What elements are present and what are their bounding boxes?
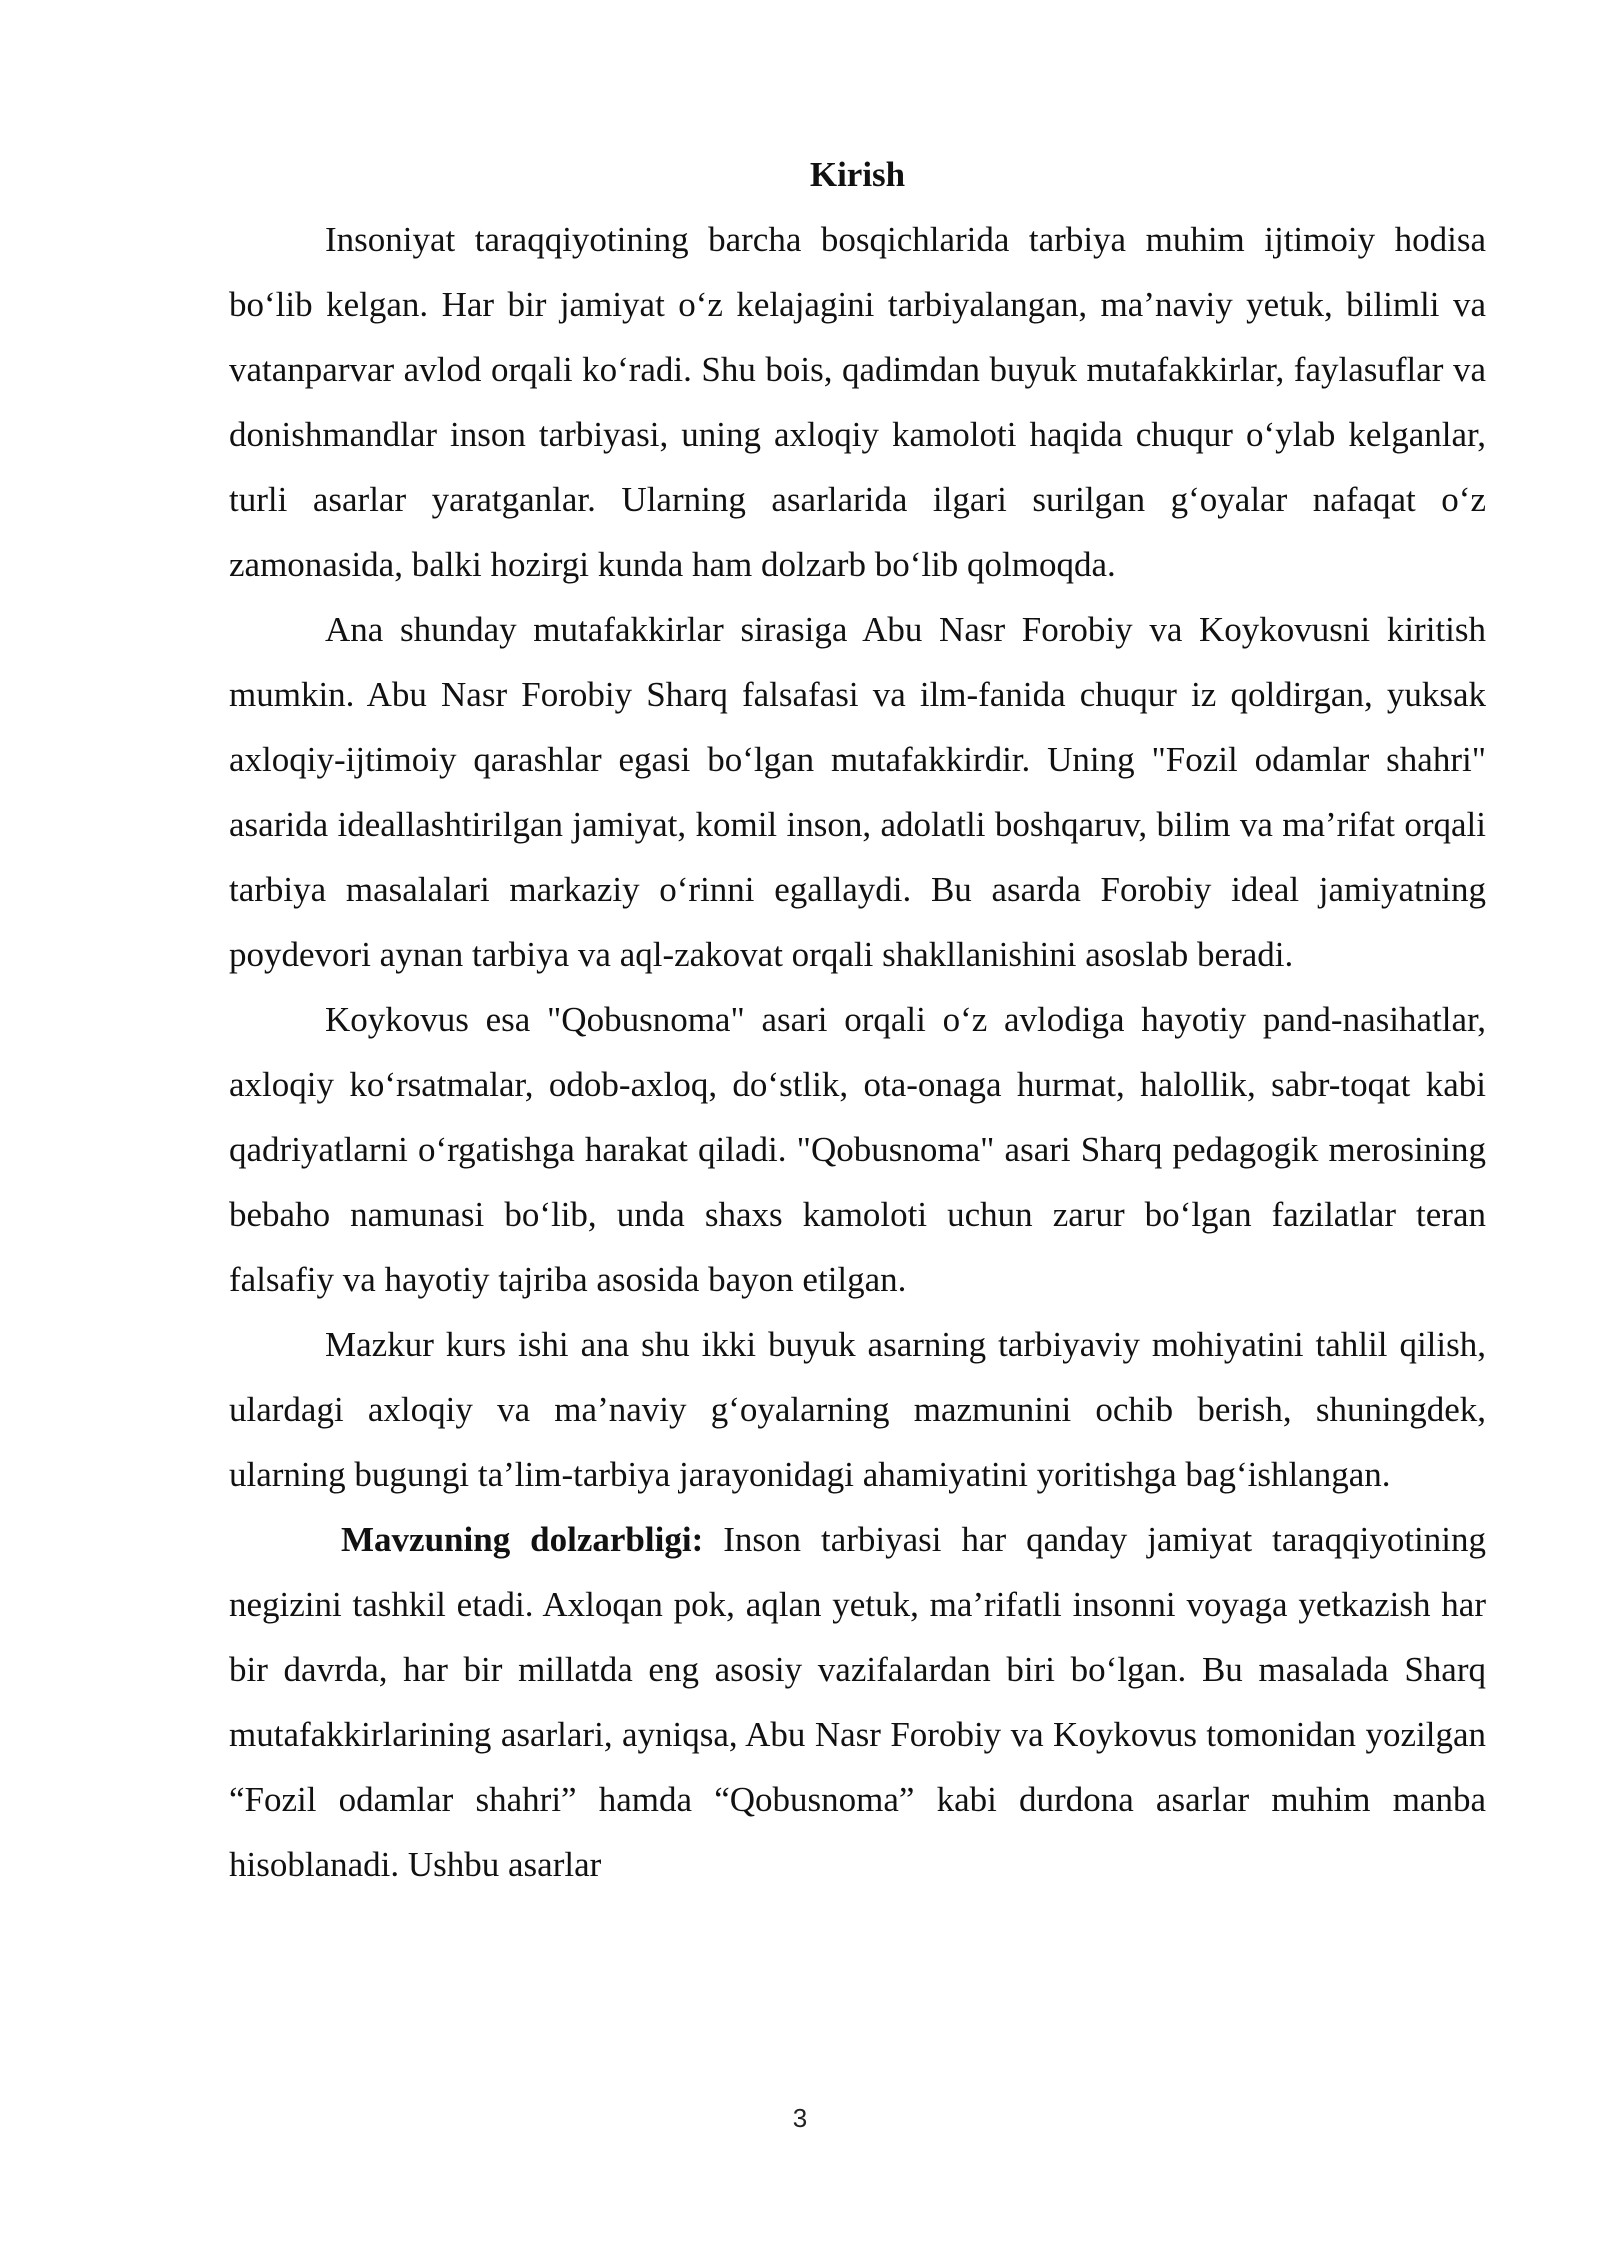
- relevance-text: Inson tarbiyasi har qanday jamiyat taraqqiyotining negizini tashkil etadi. Axloqan pok, aqlan yetuk, ma’rifatli insonni voyaga yetkazish har bir davrda, har bir millatda eng asosiy vazifalardan biri bo‘lgan. Bu masalada Sharq mutafakkirlarining asarlari, ayniqsa, Abu Nasr Forobiy va Koykovus tomonidan yozilgan “Fozil odamlar shahri” hamda “Qobusnoma” kabi durdona asarlar muhim manba hisoblanadi. Ushbu asarlar: [229, 1520, 1486, 1884]
- paragraph-forobiy: Ana shunday mutafakkirlar sirasiga Abu Nasr Forobiy va Koykovusni kiritish mumkin. Abu Nasr Forobiy Sharq falsafasi va ilm-fanida chuqur iz qoldirgan, yuksak axloqiy-ijtimoiy qarashlar egasi bo‘lgan mutafakkirdir. Uning "Fozil odamlar shahri" asarida ideallashtirilgan jamiyat, komil inson, adolatli boshqaruv, bilim va ma’rifat orqali tarbiya masalalari markaziy o‘rinni egallaydi. Bu asarda Forobiy ideal jamiyatning poydevori aynan tarbiya va aql-zakovat orqali shakllanishini asoslab beradi.: [229, 610, 1486, 974]
- paragraph-koykovus: Koykovus esa "Qobusnoma" asari orqali o‘z avlodiga hayotiy pand-nasihatlar, axloqiy ko‘rsatmalar, odob-axloq, do‘stlik, ota-onaga hurmat, halollik, sabr-toqat kabi qadriyatlarni o‘rgatishga harakat qiladi. "Qobusnoma" asari Sharq pedagogik merosining bebaho namunasi bo‘lib, unda shaxs kamoloti uchun zarur bo‘lgan fazilatlar teran falsafiy va hayotiy tajriba asosida bayon etilgan.: [229, 1000, 1486, 1299]
- relevance-heading: Mavzuning dolzarbligi:: [341, 1520, 704, 1559]
- page-number: 3: [792, 2103, 808, 2133]
- paragraph-course-goal: Mazkur kurs ishi ana shu ikki buyuk asarning tarbiyaviy mohiyatini tahlil qilish, ulardagi axloqiy va ma’naviy g‘oyalarning mazmunini ochib berish, shuningdek, ularning bugungi ta’lim-tarbiya jarayonidagi ahamiyatini yoritishga bag‘ishlangan.: [229, 1325, 1486, 1494]
- section-title: Kirish: [809, 155, 906, 194]
- page-content: [229, 142, 1486, 1897]
- paragraph-intro: Insoniyat taraqqiyotining barcha bosqichlarida tarbiya muhim ijtimoiy hodisa bo‘lib kelgan. Har bir jamiyat o‘z kelajagini tarbiyalangan, ma’naviy yetuk, bilimli va vatanparvar avlod orqali ko‘radi. Shu bois, qadimdan buyuk mutafakkirlar, faylasuflar va donishmandlar inson tarbiyasi, uning axloqiy kamoloti haqida chuqur o‘ylab kelganlar, turli asarlar yaratganlar. Ularning asarlarida ilgari surilgan g‘oyalar nafaqat o‘z zamonasida, balki hozirgi kunda ham dolzarb bo‘lib qolmoqda.: [229, 220, 1486, 584]
- paragraph-relevance: [229, 1507, 1486, 1897]
